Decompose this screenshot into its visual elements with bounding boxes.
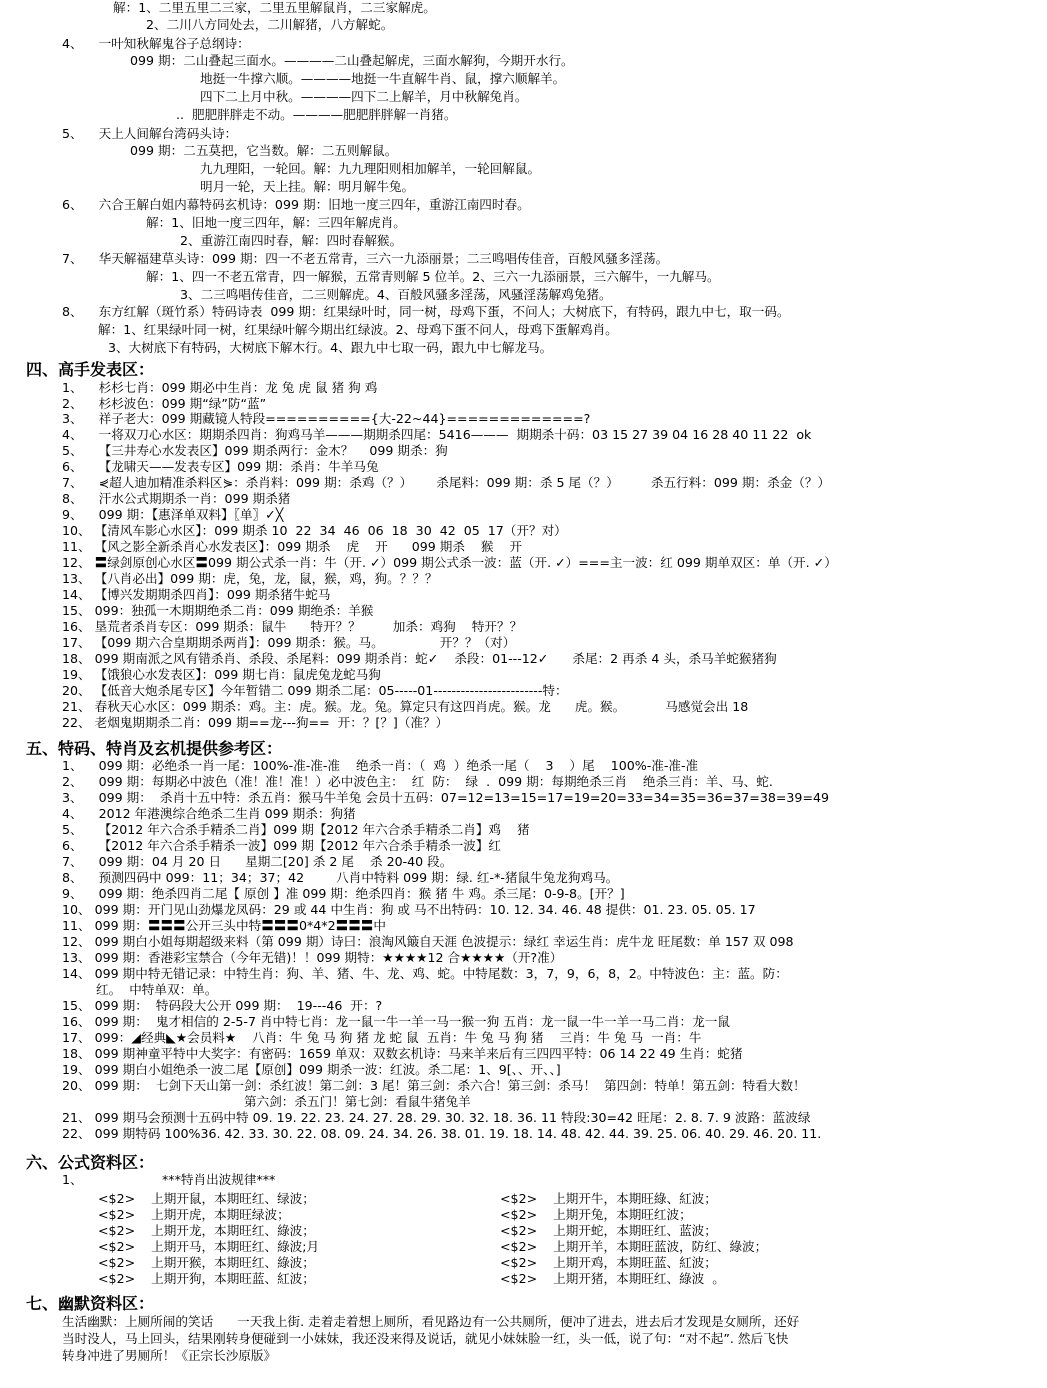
text-line: 6、 六合王解白姐内幕特码玄机诗：099 期：旧地一度三四年，重游江南四时春。 <box>62 197 530 212</box>
text-line: 20、 099 期： 七剑下天山第一剑：杀红波！第二剑：3 尾！第三剑：杀六合！第三剑：杀马！ 第四剑：特单！第五剑：特看大数！ <box>62 1078 806 1093</box>
text-line: 2、 099 期：每期必中波色（准！准！准！）必中波色主： 红 防： 绿 . 099 期：每期绝杀三肖 绝杀三肖：羊、马、蛇. <box>62 774 773 789</box>
text-line: 解：1、旧地一度三四年，解：三四年解虎肖。 <box>146 215 406 230</box>
text-line: 1、 杉杉七肖：099 期必中生肖：龙 兔 虎 鼠 猪 狗 鸡 <box>62 380 378 395</box>
text-line: 3、 099 期： 杀肖十五中特：杀五肖：猴马牛羊兔 会员十五码：07=12=13=15=17=19=20=33=34=35=36=37=38=39=49 <box>62 790 830 805</box>
text-line: 17、 【099 期六合皇期期杀两肖】：099 期杀：猴。马。 开？？（对） <box>62 635 516 650</box>
text-line: 解：1、二里五里二三家，二里五里解鼠肖，二三家解虎。 <box>113 0 436 15</box>
text-line: 6、 【龙啸天——发表专区】099 期：杀肖：牛羊马兔 <box>62 459 379 474</box>
text-line: 九九理阳，一轮回。解：九九理阳则相加解羊，一轮回解鼠。 <box>200 161 541 176</box>
text-line: 解：1、四一不老五常青，四一解猴，五常青则解 5 位羊。2、三六一九添丽景，三六解牛，一九解马。 <box>146 269 720 284</box>
text-line: 099 期：二山叠起三面水。————二山叠起解虎，三面水解狗，今期开水行。 <box>130 53 574 68</box>
text-line: <$2> 上期开狗，本期旺蓝、紅波； <box>98 1271 315 1286</box>
text-line: 21、 春秋天心水区：099 期杀：鸡。主：虎。猴。龙。兔。算定只有这四肖虎。猴。龙 虎。猴。 马感觉会出 18 <box>62 699 749 714</box>
text-line: 2、二川八方同处去，二川解猪，八方解蛇。 <box>146 17 394 32</box>
section-heading: 七、幽默资料区： <box>26 1294 155 1313</box>
text-line: 21、 099 期马会预测十五码中特 09. 19. 22. 23. 24. 27. 28. 29. 30. 32. 18. 36. 11 特段:30=42 旺尾：2. 8. 7. 9 波路：蓝波绿 <box>62 1110 811 1125</box>
text-line: 3、二三鸣唱传佳音，二三则解虎。4、百般风骚多淫荡，风骚淫荡解鸡兔猪。 <box>180 287 612 302</box>
text-line: 18、 099 期南派之风有错杀肖、杀段、杀尾料：099 期杀肖：蛇✓ 杀段：01---12✓ 杀尾：2 再杀 4 头，杀马羊蛇猴猪狗 <box>62 651 777 666</box>
text-line: 13、 【八肖必出】099 期：虎，兔，龙，鼠，猴，鸡，狗。？？？ <box>62 571 438 586</box>
text-line: 12、 〓绿剑原创心水区〓099 期公式杀一肖：牛（开. ✓）099 期公式杀一波：蓝（开. ✓）===主一波：红 099 期单双区：单（开. ✓） <box>62 555 837 570</box>
text-line: 明月一轮，天上挂。解：明月解牛兔。 <box>200 179 415 194</box>
text-line: 5、 【2012 年六合杀手精杀二肖】099 期【2012 年六合杀手精杀二肖】鸡 猪 <box>62 822 530 837</box>
text-line: 1、 099 期：必绝杀一肖一尾：100%-准-准-准 绝杀一肖：（ 鸡 ）绝杀一尾（ 3 ）尾 100%-准-准-准 <box>62 758 699 773</box>
text-line: 生活幽默：上厕所闹的笑话 一天我上街. 走着走着想上厕所，看见路边有一公共厕所，便冲了进去，进去后才发现是女厕所，还好 <box>62 1314 800 1329</box>
text-line: 8、 预测四码中 099：11；34；37；42 八肖中特料 099 期：绿. 红-*-猪鼠牛兔龙狗鸡马。 <box>62 870 619 885</box>
text-line: 红。 中特单双：单。 <box>96 982 218 997</box>
text-line: 四下二上月中秋。————四下二上解羊，月中秋解兔肖。 <box>200 89 528 104</box>
text-line: 9、 099 期：【惠泽单双料】〖单〗✓╳ <box>62 507 284 522</box>
text-line: 12、 099 期白小姐每期超级来料（第 099 期）诗曰：浪淘风簸自天涯 色波提示：绿红 幸运生肖：虎牛龙 旺尾数：单 157 双 098 <box>62 934 794 949</box>
text-line: 19、 099 期白小姐绝杀一波二尾【原创】099 期杀一波：红波。杀二尾：1、9[、、开、、] <box>62 1062 561 1077</box>
text-line: 22、 099 期特码 100%36. 42. 33. 30. 22. 08. 09. 24. 34. 26. 38. 01. 19. 18. 14. 48. 42. 44. 39. 25. 06. 40. 29. 46. 20. 11. <box>62 1126 822 1141</box>
text-line: 17、 099：◢经典◣★会员料★ 八肖：牛 兔 马 狗 猪 龙 蛇 鼠 五肖：牛 兔 马 狗 猪 三肖：牛 兔 马 一肖：牛 <box>62 1030 702 1045</box>
text-line: 1、 <box>62 1172 83 1187</box>
text-line: 14、 099 期中特无错记录：中特生肖：狗、羊、猪、牛、龙、鸡、蛇。中特尾数：3，7，9，6，8，2。中特波色：主：蓝。防： <box>62 966 788 981</box>
text-line: 6、 【2012 年六合杀手精杀一波】099 期【2012 年六合杀手精杀一波】红 <box>62 838 502 853</box>
text-line: 9、 099 期：绝杀四肖二尾【 原创 】准 099 期：绝杀四肖：猴 猪 牛 鸡。杀三尾：0-9-8。[开？] <box>62 886 625 901</box>
text-line: <$2> 上期开猪，本期旺红、綠波 。 <box>500 1271 725 1286</box>
text-line: 2、重游江南四时春，解：四时春解猴。 <box>180 233 403 248</box>
text-line: 10、 099 期：开门见山劲爆龙凤码：29 或 44 中生肖：狗 或 马不出特码：10. 12. 34. 46. 48 提供：01. 23. 05. 05. 17 <box>62 902 756 917</box>
text-line: 转身冲进了男厕所！《正宗长沙原版》 <box>62 1348 277 1363</box>
text-line: 地挺一牛撑六顺。————地挺一牛直解牛肖、鼠，撑六顺解羊。 <box>200 71 566 86</box>
text-line: <$2> 上期开兔，本期旺红波； <box>500 1207 692 1222</box>
text-line: 16、 垦荒者杀肖专区：099 期杀：鼠牛 特开？？ 加杀：鸡狗 特开？？ <box>62 619 523 634</box>
text-line: 13、 099 期：香港彩宝禁合（今年无错)！！099 期特：★★★★12 合★★★★（开?准） <box>62 950 563 965</box>
text-line: 7、 099 期：04 月 20 日 星期二[20] 杀 2 尾 杀 20-40 段。 <box>62 854 453 869</box>
text-line: 099 期：二五莫把，它当数。解：二五则解鼠。 <box>130 143 398 158</box>
text-line: 2、 杉杉波色：099 期“绿”防“蓝” <box>62 396 267 411</box>
text-line: 3、大树底下有特码，大树底下解木行。4、跟九中七取一码，跟九中七解龙马。 <box>108 340 553 355</box>
text-line: 4、 一将双刀心水区：期期杀四肖：狗鸡马羊———期期杀四尾：5416——— 期期杀十码：03 15 27 39 04 16 28 40 11 22 ok <box>62 427 812 442</box>
text-line: 当时没人，马上回头，结果刚转身便碰到一小妹妹，我还没来得及说话，就见小妹妹脸一红，头一低，说了句：“对不起”. 然后飞快 <box>62 1331 789 1346</box>
text-line: 10、 【清风车影心水区】：099 期杀 10 22 34 46 06 18 30 42 05 17（开？对） <box>62 523 567 538</box>
text-line: 7、 华天解福建草头诗：099 期：四一不老五常青，三六一九添丽景；二三鸣唱传佳音，百般风骚多淫荡。 <box>62 251 669 266</box>
section-heading: 五、特码、特肖及玄机提供参考区： <box>26 739 283 758</box>
text-line: 15、 099：独孤一木期期绝杀二肖：099 期绝杀：羊猴 <box>62 603 374 618</box>
text-line: <$2> 上期开蛇，本期旺红、蓝波； <box>500 1223 717 1238</box>
text-line: 5、 【三井寿心水发表区】099 期杀两行：金木？ 099 期杀：狗 <box>62 443 448 458</box>
section-heading: 六、公式资料区： <box>26 1153 155 1172</box>
text-line: <$2> 上期开猴，本期旺红、綠波； <box>98 1255 315 1270</box>
section-heading: 四、高手发表区： <box>26 360 155 379</box>
text-line: <$2> 上期开虎，本期旺绿波； <box>98 1207 290 1222</box>
text-line: 8、 汗水公式期期杀一肖：099 期杀猪 <box>62 491 291 506</box>
text-line: 20、 【低音大炮杀尾专区】今年暂错二 099 期杀二尾：05-----01------------------------特： <box>62 683 568 698</box>
text-line: 15、 099 期： 特码段大公开 099 期： 19---46 开：? <box>62 998 383 1013</box>
text-line: 22、 老烟鬼期期杀二肖：099 期==龙---狗== 开：？[？]（准？） <box>62 715 449 730</box>
text-line: 第六剑：杀五门！第七剑：看鼠牛猪兔羊 <box>244 1094 471 1109</box>
text-line: 11、 【风之影全新杀肖心水发表区】：099 期杀 虎 开 099 期杀 猴 开 <box>62 539 523 554</box>
text-line: 3、 祥子老大：099 期藏镜人特段=========={大-22~44}=============? <box>62 411 591 426</box>
text-line: <$2> 上期开鼠，本期旺红、绿波； <box>98 1191 315 1206</box>
text-line: <$2> 上期开羊，本期旺蓝波，防红、綠波； <box>500 1239 768 1254</box>
text-line: 8、 东方红解（斑竹系）特码诗表 099 期：红果绿叶时，同一树，母鸡下蛋，不问人；大树底下，有特码，跟九中七，取一码。 <box>62 304 790 319</box>
text-line: 5、 天上人间解台湾码头诗： <box>62 126 238 141</box>
text-line: .. 肥肥胖胖走不动。————肥肥胖胖解一肖猪。 <box>176 107 457 122</box>
text-line: 4、 一叶知秋解鬼谷子总纲诗： <box>62 36 250 51</box>
text-line: 16、 099 期： 鬼才相信的 2-5-7 肖中特七肖：龙一鼠一牛一羊一马一猴一狗 五肖：龙一鼠一牛一羊一马二肖：龙一鼠 <box>62 1014 730 1029</box>
text-line: 19、 【饿狼心水发表区】：099 期七肖：鼠虎兔龙蛇马狗 <box>62 667 381 682</box>
text-line: 11、 099 期：〓〓〓公开三头中特〓〓〓0*4*2〓〓〓中 <box>62 918 386 933</box>
text-line: 14、 【博兴发期期杀四肖】：099 期杀猪牛蛇马 <box>62 587 331 602</box>
text-line: <$2> 上期开牛，本期旺綠、紅波； <box>500 1191 717 1206</box>
text-line: ***特肖出波规律*** <box>162 1172 276 1187</box>
text-line: 解：1、红果绿叶同一树，红果绿叶解今期出红绿波。2、母鸡下蛋不问人，母鸡下蛋解鸡肖。 <box>98 322 618 337</box>
text-line: <$2> 上期开龙，本期旺红、綠波； <box>98 1223 315 1238</box>
text-line: <$2> 上期开马，本期旺红、綠波;月 <box>98 1239 320 1254</box>
text-line: 18、 099 期神童平特中大奖字：有密码：1659 单双：双数玄机诗：马来羊来后有三四四平特：06 14 22 49 生肖：蛇猪 <box>62 1046 743 1061</box>
text-line: 7、 ⋞超人迪加精准杀料区⋟：杀肖料：099 期：杀鸡（？） 杀尾料：099 期：杀 5 尾（？） 杀五行料：099 期：杀金（？） <box>62 475 831 490</box>
text-line: <$2> 上期开鸡，本期旺蓝、紅波； <box>500 1255 717 1270</box>
text-line: 4、 2012 年港澳综合绝杀二生肖 099 期杀：狗猪 <box>62 806 356 821</box>
